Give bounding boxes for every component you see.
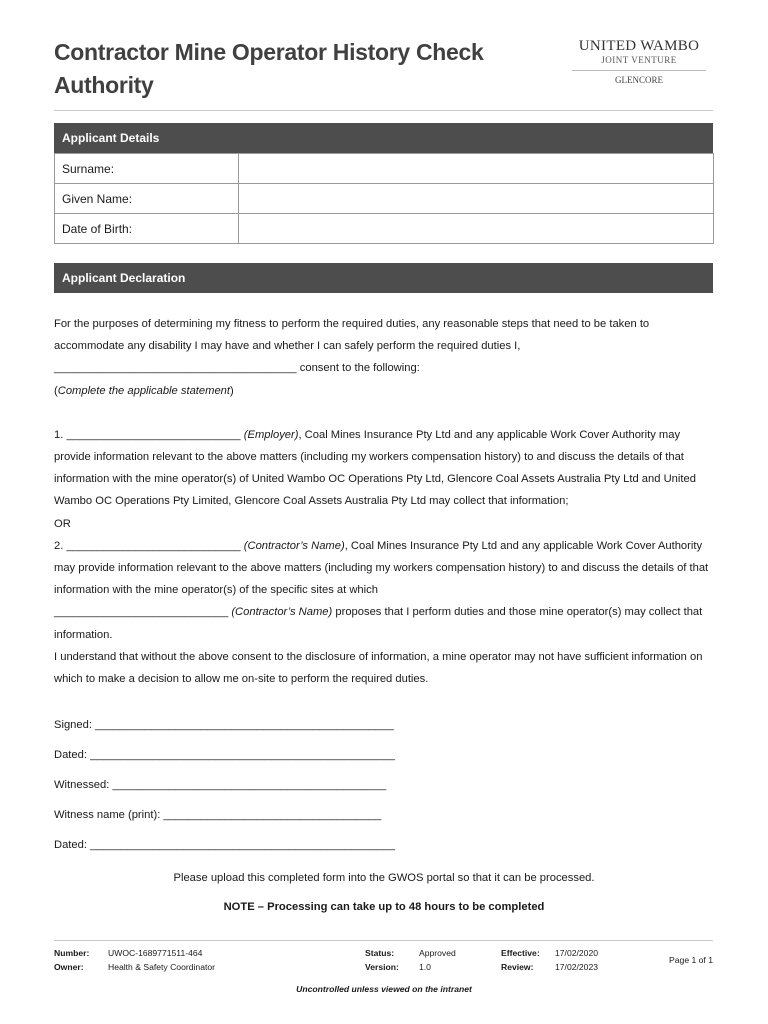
option-1-prefix: 1. ____________________________ <box>54 428 244 441</box>
declaration-body <box>54 313 714 690</box>
option-2-line2-prefix: ____________________________ <box>54 606 232 619</box>
status-label: Status: <box>365 948 395 958</box>
owner-label: Owner: <box>54 962 84 972</box>
option-1-role: (Employer) <box>243 428 299 441</box>
witness-name-line[interactable]: Witness name (print): ___________________________________ <box>54 809 382 821</box>
witnessed-line[interactable]: Witnessed: ____________________________________________ <box>54 779 387 791</box>
united-wambo-logo <box>566 38 712 90</box>
option-2-line2-text: proposes that I perform duties and those mine operator(s) may collect that information. <box>54 606 703 641</box>
applicant-declaration-heading: Applicant Declaration <box>54 263 713 293</box>
applicant-details-heading: Applicant Details <box>54 123 713 153</box>
effective-value: 17/02/2020 <box>555 948 599 958</box>
review-label: Review: <box>501 962 534 972</box>
table-row <box>55 214 714 244</box>
given-name-field[interactable] <box>239 184 714 214</box>
date-of-birth-label: Date of Birth: <box>55 214 239 244</box>
declaration-option-1 <box>54 424 714 513</box>
effective-label: Effective: <box>501 948 540 958</box>
table-row <box>55 184 714 214</box>
logo-line-1: UNITED WAMBO <box>578 38 700 54</box>
declaration-or: OR <box>54 517 71 530</box>
page-title: Contractor Mine Operator History Check Authority <box>54 39 484 98</box>
date-of-birth-field[interactable] <box>239 214 714 244</box>
instruction-close: ) <box>230 384 234 397</box>
signed-line[interactable]: Signed: ________________________________________________ <box>54 719 394 731</box>
surname-label: Surname: <box>55 154 239 184</box>
applicant-details-table <box>54 153 714 244</box>
footer-number-owner-values <box>108 946 215 974</box>
given-name-label: Given Name: <box>55 184 239 214</box>
declaration-understand: I understand that without the above consent to the disclosure of information, a mine operator may not have sufficient information on which to make a decision to allow me on-site to perform the required duties. <box>54 650 703 686</box>
footer-number-owner-labels <box>54 946 89 974</box>
instruction-open: ( <box>54 384 58 397</box>
witness-dated-line[interactable]: Dated: _________________________________________________ <box>54 839 395 851</box>
declaration-consent-line: _______________________________________ consent to the following: <box>54 362 420 375</box>
number-value: UWOC-1689771511-464 <box>108 948 203 958</box>
option-2-line2-role: (Contractor’s Name) <box>231 606 333 619</box>
footer-status-values <box>419 946 456 974</box>
declaration-intro: For the purposes of determining my fitness to perform the required duties, any reasonable steps that need to be taken to accommodate any disability I may have and whether I can safely perform the required duties I, <box>54 318 650 353</box>
footer-date-labels <box>501 946 540 974</box>
logo-line-3: GLENCORE <box>615 75 663 85</box>
dated-line[interactable]: Dated: _________________________________________________ <box>54 749 395 761</box>
status-value: Approved <box>419 948 456 958</box>
version-value: 1.0 <box>419 962 431 972</box>
option-2-role: (Contractor’s Name) <box>243 539 345 552</box>
footer-date-values <box>555 946 598 974</box>
page-number: Page 1 of 1 <box>669 955 713 965</box>
logo-divider <box>572 70 706 71</box>
owner-value: Health & Safety Coordinator <box>108 962 216 972</box>
signature-block <box>54 713 454 863</box>
uncontrolled-notice: Uncontrolled unless viewed on the intranet <box>296 984 472 994</box>
surname-field[interactable] <box>239 154 714 184</box>
declaration-option-2-cont <box>54 601 714 645</box>
footer-divider <box>54 940 713 941</box>
logo-line-2: JOINT VENTURE <box>601 55 677 65</box>
version-label: Version: <box>365 962 399 972</box>
number-label: Number: <box>54 948 90 958</box>
declaration-option-2 <box>54 535 714 602</box>
option-2-prefix: 2. ____________________________ <box>54 539 244 552</box>
review-value: 17/02/2023 <box>555 962 599 972</box>
option-1-text: , Coal Mines Insurance Pty Ltd and any applicable Work Cover Authority may provide information relevant to the above matters (including my workers compensation history) to and discuss the details of that information with the mine operator(s) of United Wambo OC Operations Pty Ltd, Glencore Coal Assets Australia Pty Ltd and United Wambo OC Operations Pty Limited, Glencore Coal Assets Australia Pty Ltd may collect that information; <box>54 428 696 508</box>
table-row <box>55 154 714 184</box>
option-2-text: , Coal Mines Insurance Pty Ltd and any applicable Work Cover Authority may provide information relevant to the above matters (including my workers compensation history) to and discuss the details of that information with the mine operator(s) of the specific sites at which <box>54 539 709 597</box>
header-divider <box>54 110 713 111</box>
footer-status-labels <box>365 946 399 974</box>
processing-note: NOTE – Processing can take up to 48 hours to be completed <box>223 901 545 913</box>
upload-instruction: Please upload this completed form into the GWOS portal so that it can be processed. <box>173 872 595 884</box>
declaration-instruction <box>54 380 714 402</box>
instruction-text: Complete the applicable statement <box>57 384 230 397</box>
